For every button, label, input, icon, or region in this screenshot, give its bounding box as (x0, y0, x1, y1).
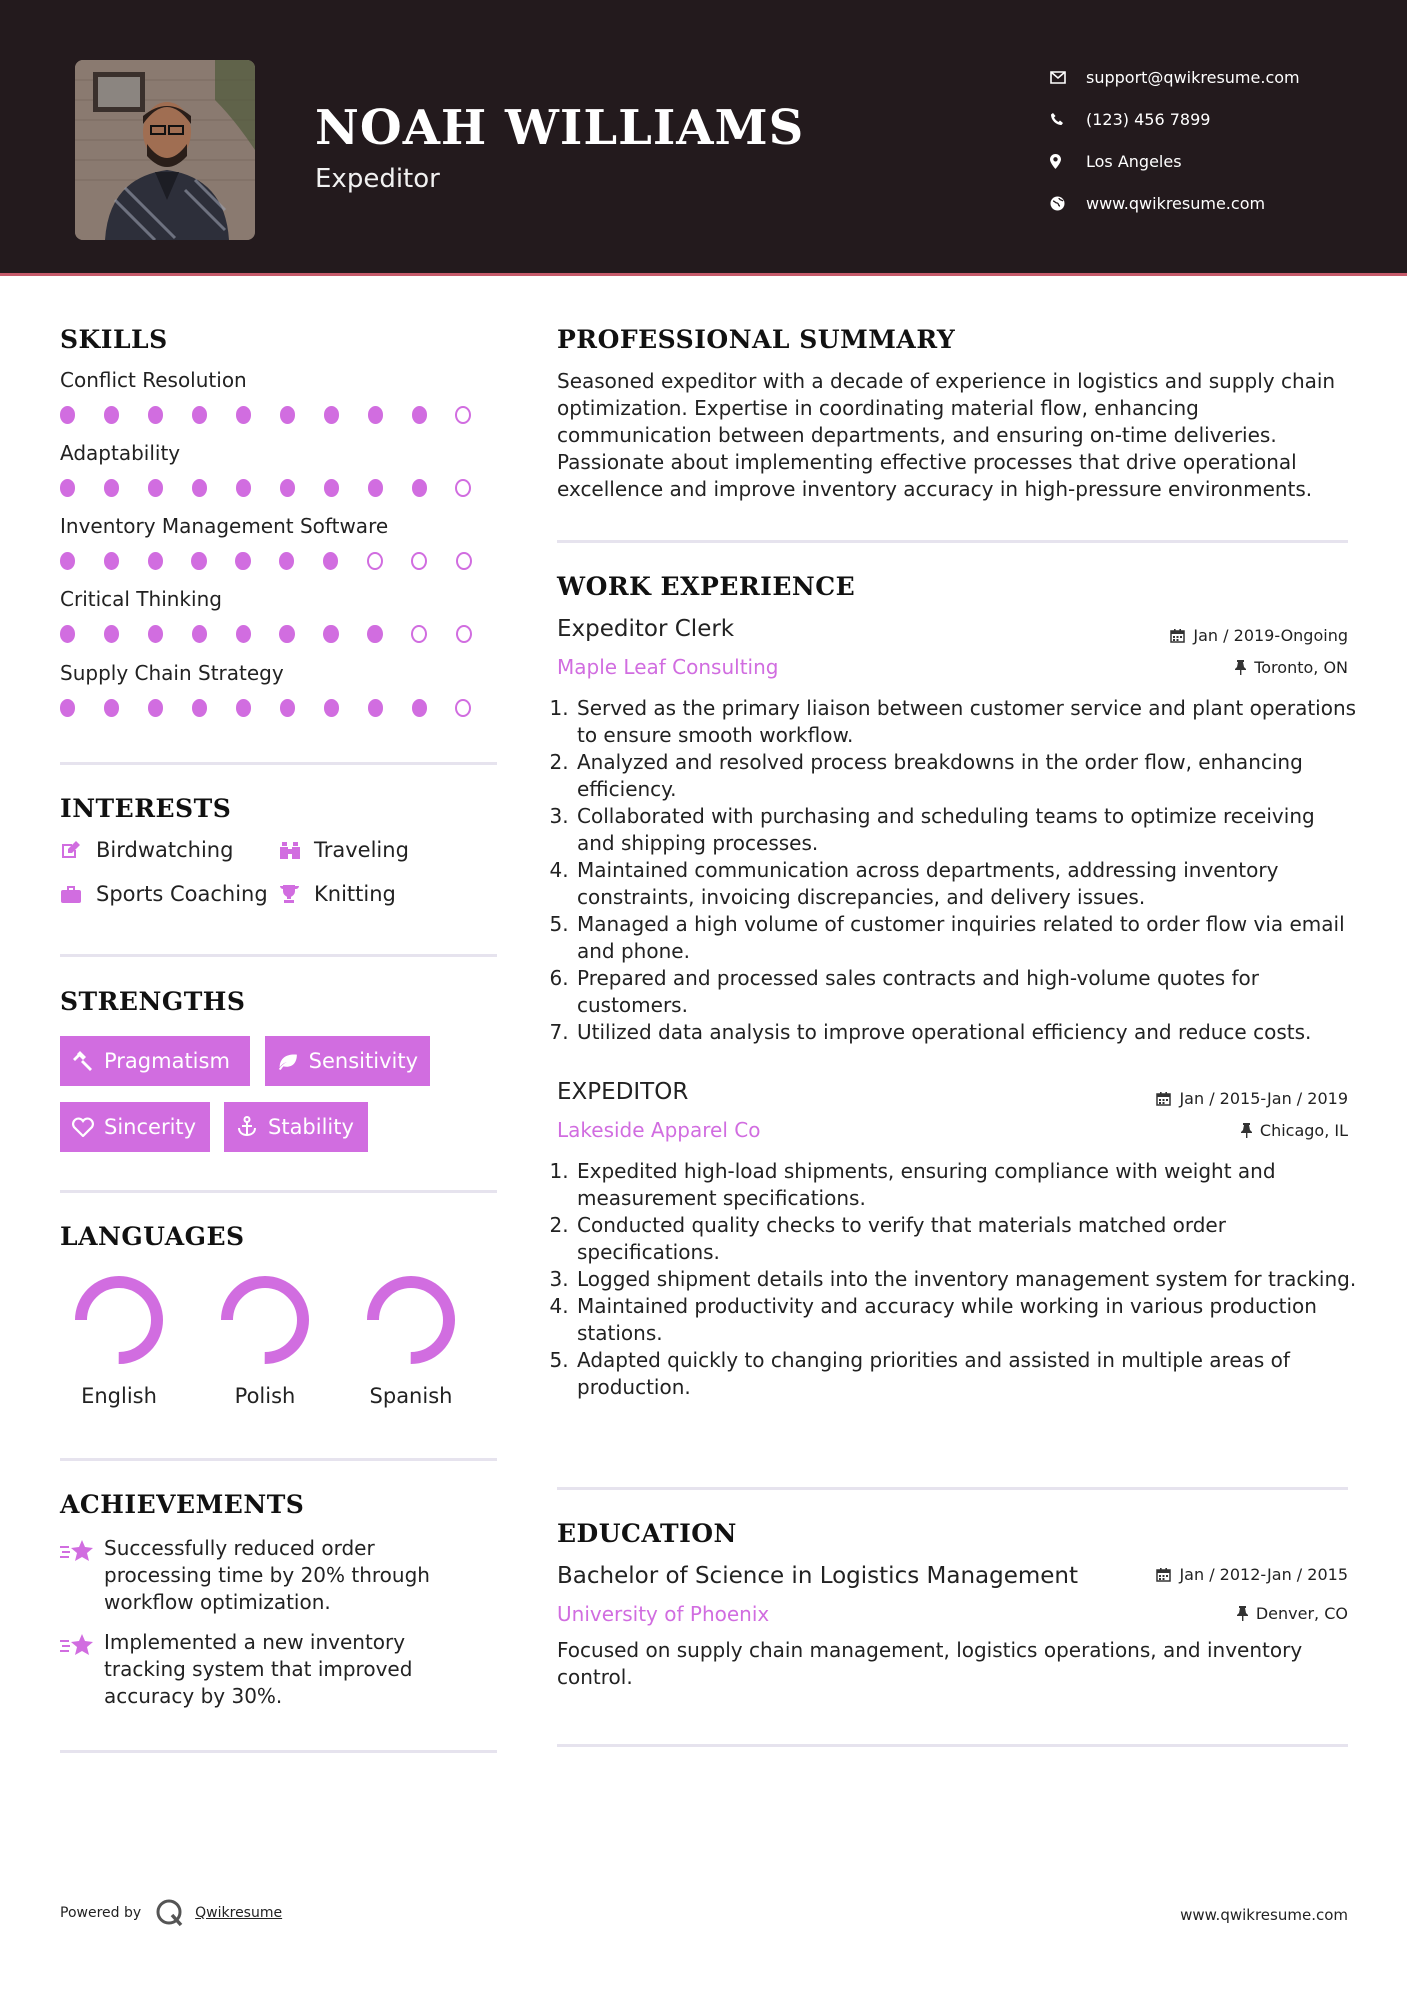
interest-item (60, 838, 233, 862)
language-item (200, 1272, 330, 1408)
pencil-square-icon (60, 840, 96, 860)
rating-dot-filled (104, 699, 119, 717)
degree-title: Bachelor of Science in Logistics Management (557, 1563, 1079, 1589)
rating-dot-filled (279, 625, 294, 643)
interest-label: Traveling (314, 838, 409, 862)
strength-label: Sensitivity (308, 1049, 418, 1073)
calendar-icon (1170, 628, 1185, 643)
rating-dot-filled (323, 625, 338, 643)
rating-dot-filled (148, 552, 163, 570)
rating-dot-filled (280, 406, 295, 424)
powered-by-label: Powered by (60, 1905, 142, 1921)
skill-item (60, 368, 500, 424)
strength-label: Sincerity (104, 1115, 197, 1139)
candidate-title: Expeditor (315, 164, 440, 194)
duty-item: 3. Collaborated with purchasing and scheduling teams to optimize receiving and shipping processes. (575, 803, 1357, 857)
interest-label: Birdwatching (96, 838, 234, 862)
language-proficiency-ring (363, 1272, 459, 1368)
rating-dot-filled (412, 406, 427, 424)
resume-header (0, 0, 1407, 276)
rating-dot-empty (455, 699, 471, 717)
rating-dot-filled (236, 479, 251, 497)
contact-location (1050, 140, 1300, 182)
skill-item (60, 587, 500, 643)
trophy-icon (278, 884, 314, 904)
skill-name: Conflict Resolution (60, 368, 247, 392)
section-divider (60, 1750, 497, 1753)
rating-dot-filled (324, 406, 339, 424)
rating-dot-filled (236, 406, 251, 424)
job-location (1241, 1121, 1348, 1140)
rating-dot-filled (324, 479, 339, 497)
section-divider (60, 1458, 497, 1461)
rating-dot-filled (324, 699, 339, 717)
rating-dot-filled (104, 625, 119, 643)
rating-dot-filled (60, 625, 75, 643)
job-location-text: Toronto, ON (1254, 658, 1348, 677)
rating-dot-filled (368, 479, 383, 497)
skill-name: Adaptability (60, 441, 181, 465)
achievement-text: Successfully reduced order processing time by 20% through workflow optimization. (104, 1536, 430, 1614)
skill-rating (60, 699, 500, 717)
duty-item: 2. Conducted quality checks to verify that materials matched order specifications. (575, 1212, 1357, 1266)
rating-dot-filled (235, 552, 250, 570)
skill-rating (60, 479, 500, 497)
language-label: Spanish (369, 1384, 453, 1408)
rating-dot-empty (455, 406, 471, 424)
contact-phone[interactable] (1050, 98, 1300, 140)
contact-website[interactable] (1050, 182, 1300, 224)
education-description: Focused on supply chain management, logistics operations, and inventory control. (557, 1638, 1303, 1689)
experience-heading: WORK EXPERIENCE (557, 572, 856, 601)
rating-dot-empty (411, 625, 427, 643)
profile-photo (75, 60, 255, 240)
skill-item (60, 441, 500, 497)
strength-tag (60, 1102, 210, 1152)
rating-dot-filled (412, 479, 427, 497)
strength-tag (265, 1036, 430, 1086)
job-dates (1170, 626, 1348, 645)
skill-item (60, 661, 500, 717)
gavel-icon (72, 1050, 94, 1072)
rating-dot-filled (279, 552, 294, 570)
phone-icon (1050, 112, 1086, 126)
rating-dot-filled (60, 479, 75, 497)
rating-dot-filled (323, 552, 338, 570)
contact-list (1050, 56, 1300, 224)
rating-dot-filled (148, 406, 163, 424)
skill-name: Inventory Management Software (60, 514, 389, 538)
education-location (1237, 1604, 1348, 1623)
job-title: EXPEDITOR (557, 1079, 689, 1105)
job-title: Expeditor Clerk (557, 616, 735, 642)
education-heading: EDUCATION (557, 1519, 737, 1548)
section-divider (557, 1744, 1348, 1747)
company-name: Lakeside Apparel Co (557, 1118, 761, 1142)
strength-tag (60, 1036, 250, 1086)
rating-dot-filled (192, 479, 207, 497)
contact-email-text: support@qwikresume.com (1086, 67, 1300, 87)
rating-dot-filled (60, 552, 75, 570)
rating-dot-filled (412, 699, 427, 717)
rating-dot-empty (411, 552, 427, 570)
strength-label: Stability (268, 1115, 354, 1139)
thumbtack-icon (1237, 1606, 1248, 1621)
language-item (346, 1272, 476, 1408)
contact-website-text: www.qwikresume.com (1086, 193, 1266, 213)
rating-dot-empty (456, 625, 472, 643)
map-pin-icon (1050, 154, 1086, 169)
thumbtack-icon (1235, 660, 1246, 675)
rating-dot-filled (192, 625, 207, 643)
skill-item (60, 514, 500, 570)
proficiency-arc (81, 1282, 157, 1358)
job-dates-text: Jan / 2019-Ongoing (1193, 626, 1348, 645)
rating-dot-filled (60, 699, 75, 717)
rating-dot-filled (280, 479, 295, 497)
rating-dot-filled (192, 699, 207, 717)
globe-icon (1050, 196, 1086, 211)
language-item (54, 1272, 184, 1408)
job-duties-list (557, 1158, 1357, 1401)
achievements-heading: ACHIEVEMENTS (60, 1490, 305, 1519)
language-label: Polish (234, 1384, 296, 1408)
interest-label: Sports Coaching (96, 882, 268, 906)
shooting-star-icon (60, 1535, 104, 1616)
rating-dot-filled (191, 552, 206, 570)
language-label: English (81, 1384, 157, 1408)
anchor-icon (236, 1116, 258, 1138)
footer-website[interactable]: www.qwikresume.com (1180, 1906, 1348, 1924)
rating-dot-filled (60, 406, 75, 424)
rating-dot-filled (367, 625, 382, 643)
interest-label: Knitting (314, 882, 396, 906)
footer-powered-by (60, 1898, 282, 1928)
section-divider (557, 540, 1348, 543)
achievement-item (60, 1629, 460, 1710)
section-divider (557, 1487, 1348, 1490)
strengths-heading: STRENGTHS (60, 987, 246, 1016)
education-dates-text: Jan / 2012-Jan / 2015 (1179, 1565, 1348, 1584)
rating-dot-filled (236, 699, 251, 717)
proficiency-arc (373, 1282, 449, 1358)
rating-dot-filled (236, 625, 251, 643)
duty-item: 5. Managed a high volume of customer inquiries related to order flow via email and phone. (575, 911, 1357, 965)
rating-dot-empty (456, 552, 472, 570)
language-proficiency-ring (217, 1272, 313, 1368)
rating-dot-filled (368, 699, 383, 717)
interests-heading: INTERESTS (60, 794, 232, 823)
job-location (1235, 658, 1348, 677)
duty-item: 7. Utilized data analysis to improve operational efficiency and reduce costs. (575, 1019, 1357, 1046)
rating-dot-filled (104, 406, 119, 424)
shooting-star-icon (60, 1629, 104, 1710)
proficiency-arc (227, 1282, 303, 1358)
job-dates-text: Jan / 2015-Jan / 2019 (1179, 1089, 1348, 1108)
skill-name: Supply Chain Strategy (60, 661, 284, 685)
qwikresume-logo-icon (155, 1898, 185, 1928)
rating-dot-filled (148, 699, 163, 717)
duty-item: 5. Adapted quickly to changing priorities and assisted in multiple areas of production. (575, 1347, 1357, 1401)
envelope-icon (1050, 71, 1086, 84)
achievement-item (60, 1535, 460, 1616)
skill-name: Critical Thinking (60, 587, 222, 611)
school-name: University of Phoenix (557, 1602, 770, 1626)
interest-item (60, 882, 268, 906)
section-divider (60, 762, 497, 765)
rating-dot-filled (368, 406, 383, 424)
languages-heading: LANGUAGES (60, 1222, 245, 1251)
rating-dot-filled (104, 552, 119, 570)
job-dates (1156, 1089, 1348, 1108)
education-dates (1156, 1565, 1348, 1584)
duty-item: 3. Logged shipment details into the inventory management system for tracking. (575, 1266, 1357, 1293)
thumbtack-icon (1241, 1123, 1252, 1138)
interest-item (278, 838, 409, 862)
rating-dot-filled (192, 406, 207, 424)
achievement-text: Implemented a new inventory tracking system that improved accuracy by 30%. (104, 1630, 413, 1708)
rating-dot-empty (455, 479, 471, 497)
summary-heading: PROFESSIONAL SUMMARY (557, 325, 956, 354)
section-divider (60, 1190, 497, 1193)
rating-dot-empty (367, 552, 383, 570)
rating-dot-filled (148, 625, 163, 643)
company-name: Maple Leaf Consulting (557, 655, 779, 679)
suitcase-icon (60, 884, 96, 904)
section-divider (60, 954, 497, 957)
skill-rating (60, 552, 500, 570)
duty-item: 1. Served as the primary liaison between customer service and plant operations to ensure smooth workflow. (575, 695, 1357, 749)
strength-tag (224, 1102, 368, 1152)
job-location-text: Chicago, IL (1259, 1121, 1348, 1140)
leaf-icon (277, 1051, 299, 1071)
education-location-text: Denver, CO (1255, 1604, 1348, 1623)
calendar-icon (1156, 1091, 1171, 1106)
job-duties-list (557, 695, 1357, 1046)
contact-phone-text: (123) 456 7899 (1086, 109, 1211, 129)
interest-item (278, 882, 396, 906)
duty-item: 2. Analyzed and resolved process breakdowns in the order flow, enhancing efficiency. (575, 749, 1357, 803)
rating-dot-filled (148, 479, 163, 497)
duty-item: 6. Prepared and processed sales contracts and high-volume quotes for customers. (575, 965, 1357, 1019)
skills-heading: SKILLS (60, 325, 168, 354)
contact-location-text: Los Angeles (1086, 151, 1182, 171)
duty-item: 1. Expedited high-load shipments, ensuring compliance with weight and measurement specifications. (575, 1158, 1357, 1212)
contact-email[interactable] (1050, 56, 1300, 98)
skill-rating (60, 625, 500, 643)
rating-dot-filled (280, 699, 295, 717)
summary-text: Seasoned expeditor with a decade of experience in logistics and supply chain optimization. Expertise in coordinating material flow, enhancing communication between departments, and ensuring on-time deliveries. Passionate about implementing effective processes that drive operational excellence and improve inventory accuracy in high-pressure environments. (557, 369, 1336, 501)
duty-item: 4. Maintained communication across departments, addressing inventory constraints, invoicing discrepancies, and delivery issues. (575, 857, 1357, 911)
candidate-name: NOAH WILLIAMS (315, 100, 805, 156)
calendar-icon (1156, 1567, 1171, 1582)
duty-item: 4. Maintained productivity and accuracy while working in various production stations. (575, 1293, 1357, 1347)
skill-rating (60, 406, 500, 424)
heart-icon (72, 1117, 94, 1137)
binoculars-icon (278, 840, 314, 860)
strength-label: Pragmatism (104, 1049, 230, 1073)
footer-brand-link[interactable]: Qwikresume (195, 1905, 283, 1921)
rating-dot-filled (104, 479, 119, 497)
language-proficiency-ring (71, 1272, 167, 1368)
